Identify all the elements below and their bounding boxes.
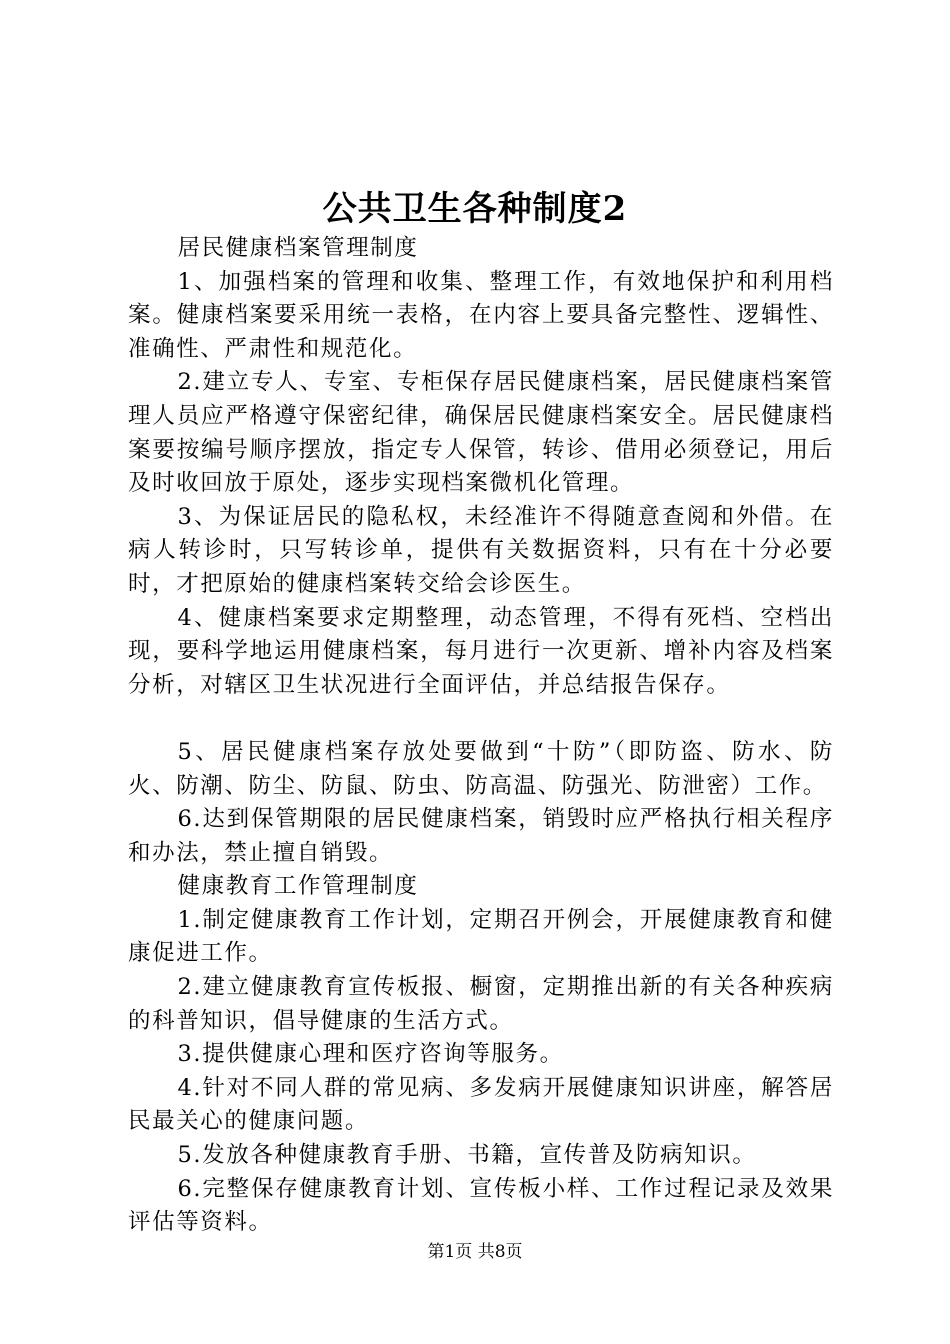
paragraph-records-2: 2.建立专人、专室、专柜保存居民健康档案，居民健康档案管理人员应严格遵守保密纪律，确保居民健康档案安全。居民健康档案要按编号顺序摆放，指定专人保管，转诊、借用必须登记，用后及时收回放于原处，逐步实现档案微机化管理。 — [128, 369, 834, 497]
paragraph-education-5: 5.发放各种健康教育手册、书籍，宣传普及防病知识。 — [177, 1142, 757, 1169]
document-body — [128, 232, 834, 1240]
paragraph-education-1: 1.制定健康教育工作计划，定期召开例会，开展健康教育和健康促进工作。 — [128, 906, 834, 967]
paragraph-education-2: 2.建立健康教育宣传板报、橱窗，定期推出新的有关各种疾病的科普知识，倡导健康的生活方式。 — [128, 974, 834, 1034]
paragraph-records-1: 1、加强档案的管理和收集、整理工作，有效地保护和利用档案。健康档案要采用统一表格，在内容上要具备完整性、逻辑性、准确性、严肃性和规范化。 — [128, 268, 834, 362]
paragraph-records-5: 5、居民健康档案存放处要做到“十防”（即防盗、防水、防火、防潮、防尘、防鼠、防虫、防高温、防强光、防泄密）工作。 — [128, 738, 834, 799]
paragraph-education-6: 6.完整保存健康教育计划、宣传板小样、工作过程记录及效果评估等资料。 — [128, 1175, 834, 1236]
paragraph-records-3: 3、为保证居民的隐私权，未经准许不得随意查阅和外借。在病人转诊时，只写转诊单，提供有关数据资料，只有在十分必要时，才把原始的健康档案转交给会诊医生。 — [128, 503, 834, 597]
blank-line — [128, 702, 834, 736]
section-heading-health-education: 健康教育工作管理制度 — [177, 873, 419, 900]
section-heading-health-records: 居民健康档案管理制度 — [177, 235, 419, 261]
paragraph-records-4: 4、健康档案要求定期整理，动态管理，不得有死档、空档出现，要科学地运用健康档案，每月进行一次更新、增补内容及档案分析，对辖区卫生状况进行全面评估，并总结报告保存。 — [128, 604, 834, 698]
paragraph-records-6: 6.达到保管期限的居民健康档案，销毁时应严格执行相关程序和办法，禁止擅自销毁。 — [128, 806, 834, 866]
page-number: 第1页 共8页 — [427, 1242, 523, 1262]
paragraph-education-4: 4.针对不同人群的常见病、多发病开展健康知识讲座，解答居民最关心的健康问题。 — [128, 1074, 834, 1135]
document-title: 公共卫生各种制度2 — [322, 189, 628, 229]
paragraph-education-3: 3.提供健康心理和医疗咨询等服务。 — [177, 1041, 564, 1068]
